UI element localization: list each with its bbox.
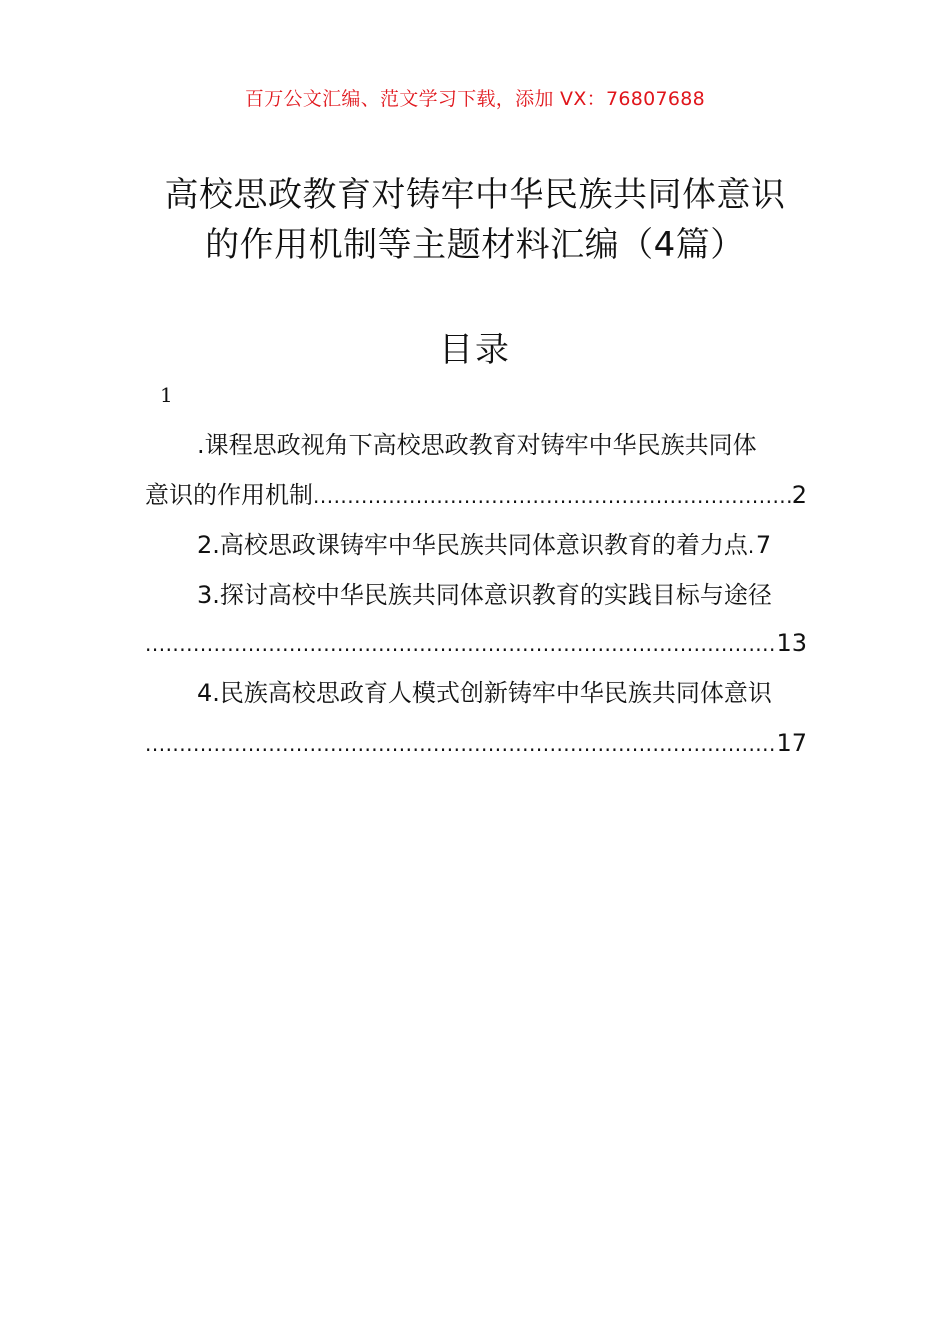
stray-number: 1 <box>160 383 173 407</box>
toc-entry-title: 4.民族高校思政育人模式创新铸牢中华民族共同体意识 <box>197 679 772 707</box>
dot-leader <box>145 729 776 759</box>
toc-entry-title-cont: 意识的作用机制 <box>145 481 313 509</box>
toc-page-number: 13 <box>776 629 807 657</box>
title-line-2: 的作用机制等主题材料汇编（4篇） <box>205 225 745 265</box>
document-title <box>0 170 950 270</box>
toc-entry-title: .课程思政视角下高校思政教育对铸牢中华民族共同体 <box>197 431 757 459</box>
toc-heading: 目录 <box>439 330 511 370</box>
toc-entry-4-line-2[interactable] <box>145 728 807 759</box>
toc-page-number: 2 <box>791 481 807 509</box>
header-watermark-note: 百万公文汇编、范文学习下载，添加 VX：76807688 <box>244 88 706 110</box>
toc-entry-title: 2.高校思政课铸牢中华民族共同体意识教育的着力点 <box>197 531 748 559</box>
dot-leader <box>748 531 756 561</box>
toc-entry-3-line-1[interactable] <box>145 580 807 610</box>
dot-leader <box>145 629 776 659</box>
toc-entry-1-line-1[interactable] <box>145 430 807 460</box>
toc-page-number: 7 <box>755 531 772 559</box>
toc-entry-title: 3.探讨高校中华民族共同体意识教育的实践目标与途径 <box>197 581 772 609</box>
toc-entry-1-line-2[interactable] <box>145 480 807 511</box>
toc-entry-4-line-1[interactable] <box>145 678 807 708</box>
title-line-1: 高校思政教育对铸牢中华民族共同体意识 <box>164 175 786 215</box>
toc-page-number: 17 <box>776 729 807 757</box>
toc-entry-2[interactable] <box>145 530 807 561</box>
toc-entry-3-line-2[interactable] <box>145 628 807 659</box>
dot-leader <box>313 481 792 511</box>
